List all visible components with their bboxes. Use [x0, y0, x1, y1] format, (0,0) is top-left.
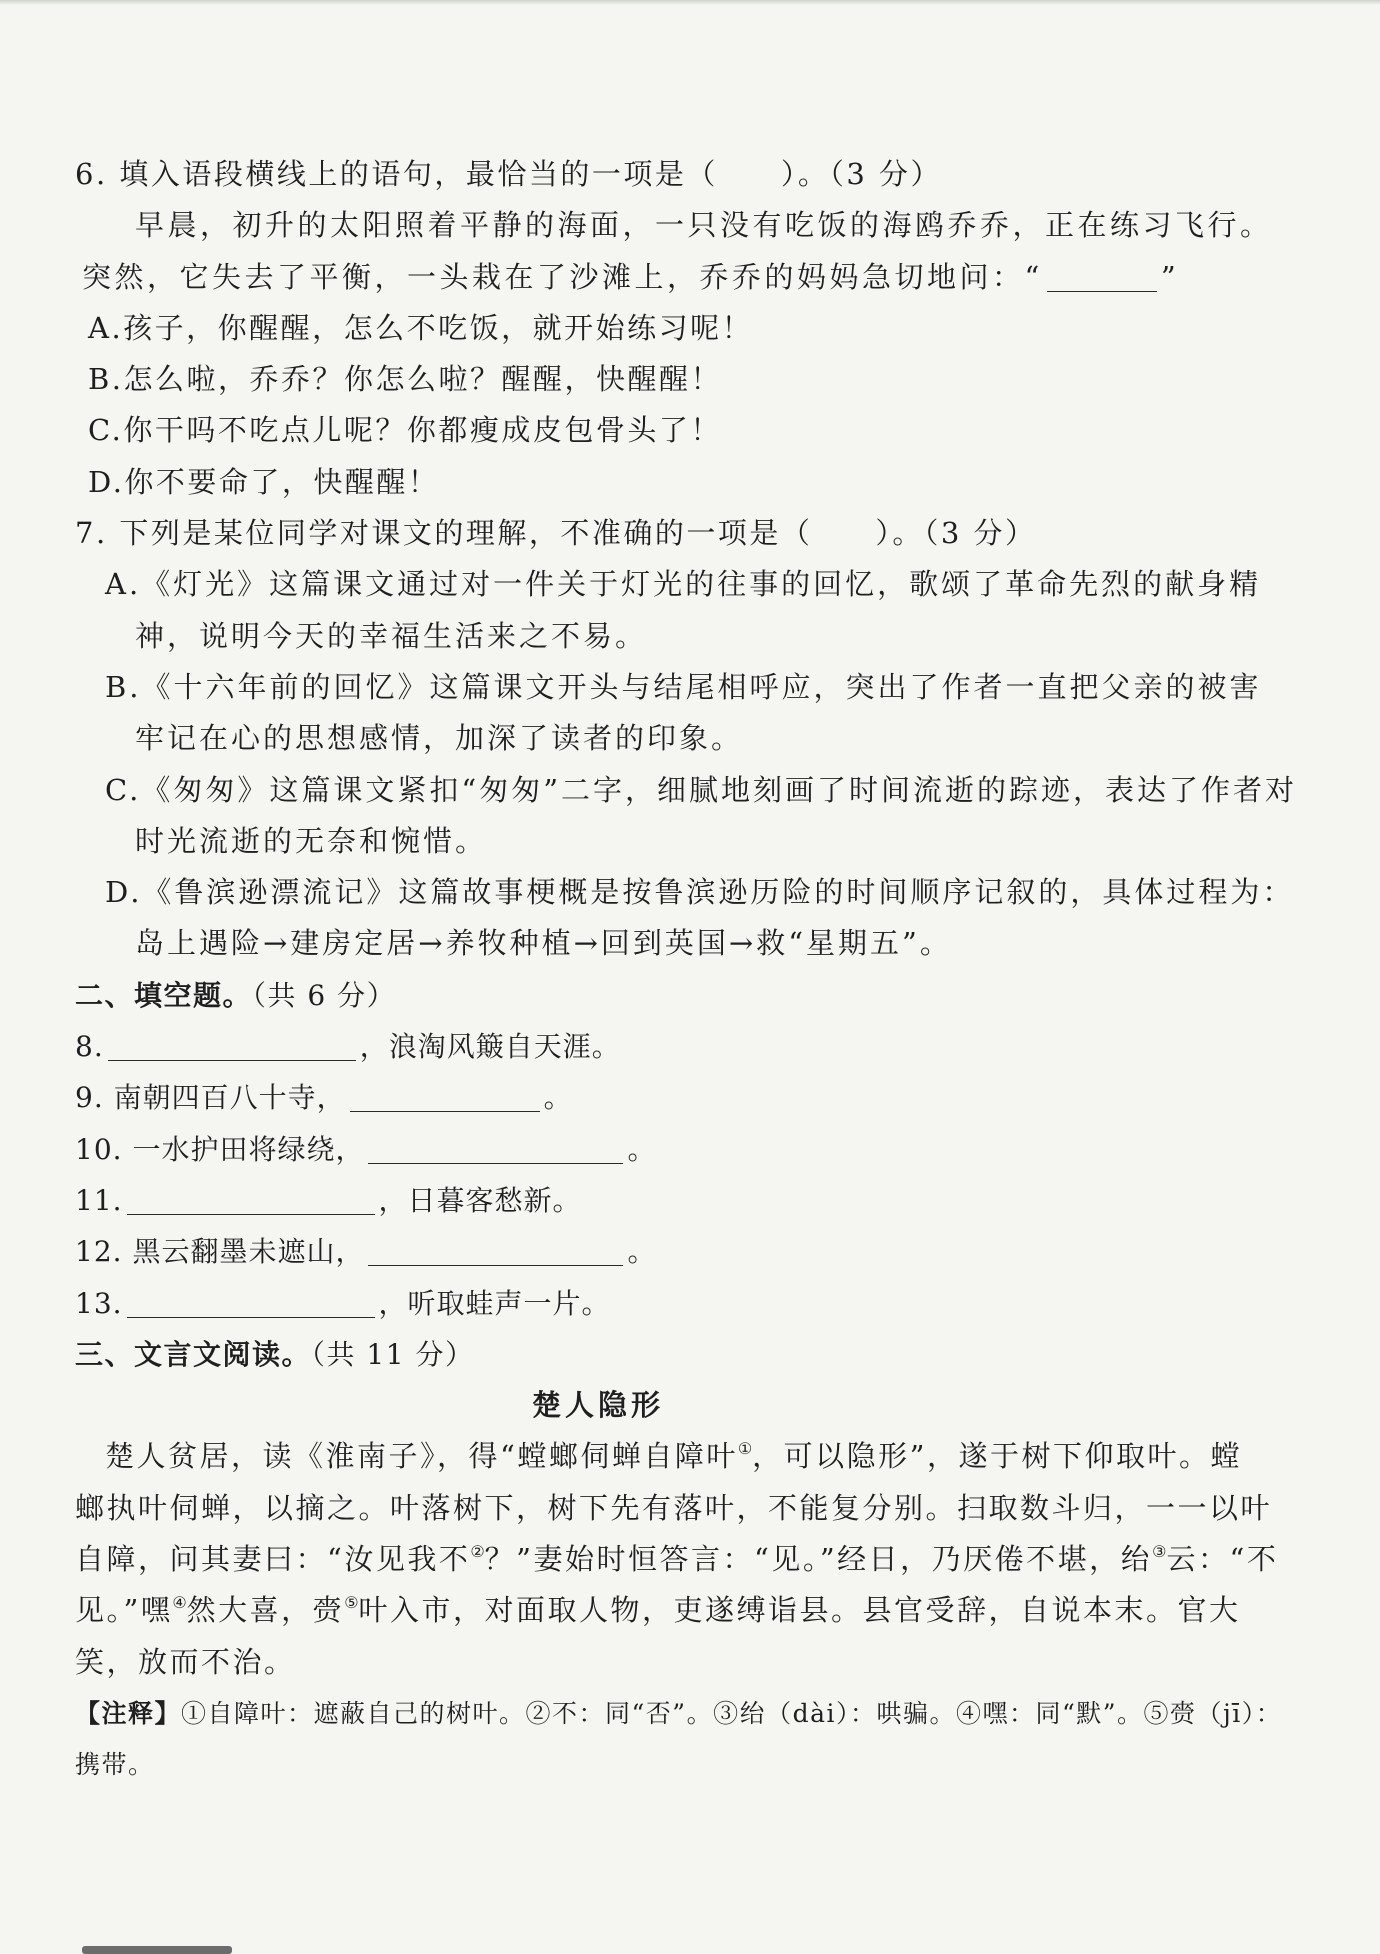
passage-text: 自障，问其妻曰：“汝见我不 — [75, 1542, 471, 1577]
q6-passage-text: 突然，它失去了平衡，一头栽在了沙滩上，乔乔的妈妈急切地问：“ — [82, 259, 1043, 294]
q7-option-b-cont: 牢记在心的思想感情，加深了读者的印象。 — [135, 721, 744, 756]
q6-stem: 6. 填入语段横线上的语句，最恰当的一项是（ ）。（3 分） — [75, 157, 943, 191]
q7-option-a-cont: 神，说明今天的幸福生活来之不易。 — [135, 618, 648, 653]
item-text-before: 一水护田将绿绕， — [132, 1132, 365, 1166]
annotation-label: 【注释】 — [75, 1698, 182, 1728]
q7-option-a: A.《灯光》这篇课文通过对一件关于灯光的往事的回忆，歌颂了革命先烈的献身精 — [105, 567, 1262, 602]
passage-text: 云：“不 — [1166, 1542, 1279, 1577]
section-title: 二、填空题。 — [75, 978, 253, 1012]
answer-blank — [108, 1030, 356, 1061]
annotation-line: 携带。 — [75, 1750, 155, 1780]
annotation-line — [0, 1688, 1380, 1739]
item-text-after: ，日暮客愁新。 — [378, 1183, 582, 1217]
item-number: 11. — [75, 1183, 123, 1217]
passage-text: 见。”嘿 — [75, 1593, 173, 1628]
passage-text: ？”妻始时恒答言：“见。”经日，乃厌倦不堪，绐 — [484, 1542, 1153, 1577]
q7-option-c: C.《匆匆》这篇课文紧扣“匆匆”二字，细腻地刻画了时间流逝的踪迹，表达了作者对 — [105, 772, 1298, 807]
footnote-marker: ⑤ — [344, 1593, 359, 1613]
fill-in-item-13 — [0, 1278, 1380, 1329]
item-number: 8. — [75, 1030, 104, 1064]
q6-passage-line: 早晨，初升的太阳照着平静的海面，一只没有吃饭的海鸥乔乔，正在练习飞行。 — [135, 208, 1273, 243]
fill-in-item-9 — [0, 1072, 1380, 1123]
passage-line: 螂执叶伺蝉，以摘之。叶落树下，树下先有落叶，不能复分别。扫取数斗归，一一以叶 — [75, 1490, 1273, 1525]
q7-option-d: D.《鲁滨逊漂流记》这篇故事梗概是按鲁滨逊历险的时间顺序记叙的，具体过程为： — [105, 875, 1295, 910]
passage-text: 楚人贫居，读《淮南子》，得“螳螂伺蝉自障叶 — [105, 1439, 738, 1474]
q6-option-d: D.你不要命了，快醒醒！ — [88, 464, 440, 499]
passage-text: 叶入市，对面取人物，吏遂缚诣县。县官受辞，自说本末。官大 — [358, 1593, 1241, 1628]
passage-text: ，可以隐形”，遂于树下仰取叶。螳 — [752, 1439, 1242, 1474]
item-text-before: 南朝四百八十寺， — [113, 1081, 346, 1115]
passage-line: 笑，放而不治。 — [75, 1644, 296, 1679]
fill-in-item-10 — [0, 1124, 1380, 1175]
passage-title: 楚人隐形 — [532, 1388, 665, 1423]
q6-option-b: B.怎么啦，乔乔？你怎么啦？醒醒，快醒醒！ — [88, 362, 723, 397]
q6-option-a: A.孩子，你醒醒，怎么不吃饭，就开始练习呢！ — [88, 310, 754, 345]
scan-edge-top — [0, 0, 1380, 5]
footnote-marker: ④ — [172, 1593, 187, 1613]
scan-smudge — [82, 1946, 232, 1954]
footnote-marker: ① — [737, 1439, 753, 1459]
section-heading-fill-in — [0, 970, 1380, 1021]
closing-quote: ” — [1160, 259, 1180, 294]
item-text-after: ，浪淘风簸自天涯。 — [359, 1030, 621, 1064]
item-text-before: 黑云翻墨未遮山， — [132, 1235, 365, 1269]
item-text-after: 。 — [543, 1081, 573, 1115]
item-text-after: ，听取蛙声一片。 — [378, 1286, 611, 1320]
item-number: 10. — [75, 1132, 123, 1166]
section-score: （共 11 分） — [311, 1337, 475, 1371]
item-text-after: 。 — [627, 1235, 657, 1269]
q7-option-b: B.《十六年前的回忆》这篇课文开头与结尾相呼应，突出了作者一直把父亲的被害 — [105, 669, 1262, 704]
q7-option-c-cont: 时光流逝的无奈和惋惜。 — [135, 823, 488, 858]
answer-blank — [350, 1081, 540, 1112]
fill-in-item-12 — [0, 1226, 1380, 1277]
passage-line — [0, 1431, 1380, 1482]
item-text-after: 。 — [627, 1132, 657, 1166]
answer-blank — [127, 1287, 375, 1318]
q7-option-d-cont: 岛上遇险→建房定居→养牧种植→回到英国→救“星期五”。 — [135, 926, 952, 961]
q6-passage-line-with-blank — [0, 252, 1380, 303]
passage-line — [0, 1534, 1380, 1585]
item-number: 13. — [75, 1286, 123, 1320]
item-number: 12. — [75, 1235, 123, 1269]
page-content — [0, 149, 1380, 1791]
section-heading-classical-reading — [0, 1329, 1380, 1380]
section-title: 三、文言文阅读。 — [75, 1337, 312, 1371]
passage-text: 然大喜，赍 — [186, 1593, 345, 1628]
footnote-marker: ② — [470, 1542, 485, 1562]
fill-in-item-11 — [0, 1175, 1380, 1226]
section-score: （共 6 分） — [252, 978, 397, 1012]
answer-blank — [127, 1184, 375, 1215]
passage-line — [0, 1585, 1380, 1636]
answer-blank — [1047, 261, 1157, 292]
annotation-text: ①自障叶：遮蔽自己的树叶。②不：同“否”。③绐（dài）：哄骗。④嘿：同“默”。⑤赍（jī）： — [181, 1698, 1283, 1728]
fill-in-item-8 — [0, 1021, 1380, 1072]
item-number: 9. — [75, 1081, 104, 1115]
footnote-marker: ③ — [1152, 1542, 1167, 1562]
answer-blank — [368, 1235, 623, 1266]
q6-option-c: C.你干吗不吃点儿呢？你都瘦成皮包骨头了！ — [88, 413, 722, 448]
answer-blank — [368, 1133, 623, 1164]
q7-stem: 7. 下列是某位同学对课文的理解，不准确的一项是（ ）。（3 分） — [75, 516, 1037, 551]
